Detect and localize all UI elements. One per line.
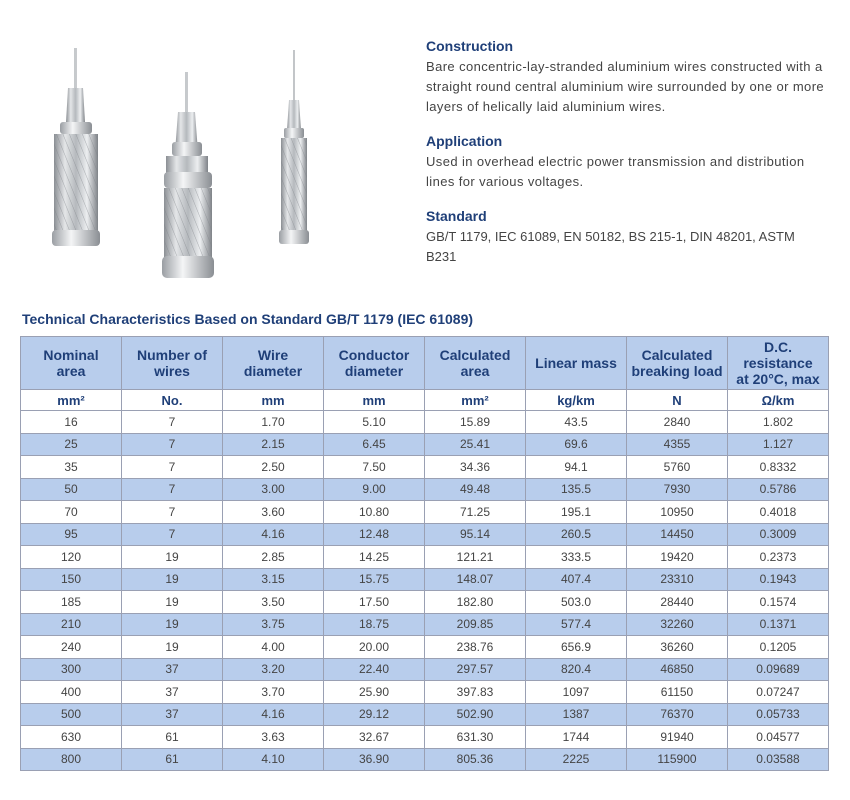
table-cell: 5.10 <box>324 411 425 434</box>
table-cell: 36.90 <box>324 748 425 771</box>
cable-samples-image <box>40 30 370 300</box>
table-cell: 95.14 <box>425 523 526 546</box>
table-cell: 3.00 <box>223 478 324 501</box>
table-cell: 9.00 <box>324 478 425 501</box>
table-body <box>21 411 829 771</box>
table-cell: 1744 <box>526 726 627 749</box>
column-header <box>324 337 425 390</box>
table-cell: 19 <box>122 636 223 659</box>
table-cell: 94.1 <box>526 456 627 479</box>
table-cell: 14450 <box>627 523 728 546</box>
table-cell: 61150 <box>627 681 728 704</box>
table-cell: 14.25 <box>324 546 425 569</box>
table-cell: 500 <box>21 703 122 726</box>
table-cell: 0.1371 <box>728 613 829 636</box>
table-cell: 0.1943 <box>728 568 829 591</box>
table-cell: 37 <box>122 703 223 726</box>
table-cell: 0.8332 <box>728 456 829 479</box>
table-cell: 195.1 <box>526 501 627 524</box>
table-cell: 2840 <box>627 411 728 434</box>
table-cell: 4.00 <box>223 636 324 659</box>
table-cell: 5760 <box>627 456 728 479</box>
table-cell: 0.04577 <box>728 726 829 749</box>
table-cell: 7.50 <box>324 456 425 479</box>
table-row <box>21 681 829 704</box>
table-cell: 49.48 <box>425 478 526 501</box>
table-cell: 71.25 <box>425 501 526 524</box>
table-row <box>21 703 829 726</box>
table-row <box>21 568 829 591</box>
table-cell: 15.75 <box>324 568 425 591</box>
table-cell: 19 <box>122 613 223 636</box>
table-cell: 43.5 <box>526 411 627 434</box>
column-header-line: Number of <box>137 347 207 363</box>
column-header <box>21 337 122 390</box>
table-cell: 3.20 <box>223 658 324 681</box>
table-cell: 7 <box>122 501 223 524</box>
table-cell: 1.127 <box>728 433 829 456</box>
table-units-row <box>21 390 829 411</box>
column-header <box>425 337 526 390</box>
column-header-line: at 20°C, max <box>736 371 820 387</box>
table-cell: 4.16 <box>223 703 324 726</box>
table-row <box>21 748 829 771</box>
table-cell: 70 <box>21 501 122 524</box>
column-header-line: diameter <box>344 363 404 379</box>
cable-middle <box>162 72 214 278</box>
table-cell: 7 <box>122 456 223 479</box>
table-cell: 3.63 <box>223 726 324 749</box>
table-cell: 6.45 <box>324 433 425 456</box>
table-cell: 800 <box>21 748 122 771</box>
table-cell: 210 <box>21 613 122 636</box>
column-header-line: Nominal <box>43 347 99 363</box>
table-cell: 630 <box>21 726 122 749</box>
column-header <box>728 337 829 390</box>
column-header-line: resistance <box>743 355 813 371</box>
table-cell: 0.09689 <box>728 658 829 681</box>
table-cell: 76370 <box>627 703 728 726</box>
table-cell: 148.07 <box>425 568 526 591</box>
table-cell: 32.67 <box>324 726 425 749</box>
table-cell: 820.4 <box>526 658 627 681</box>
table-cell: 10950 <box>627 501 728 524</box>
table-cell: 15.89 <box>425 411 526 434</box>
table-cell: 150 <box>21 568 122 591</box>
table-cell: 35 <box>21 456 122 479</box>
table-cell: 2.15 <box>223 433 324 456</box>
column-header-line: Linear mass <box>535 355 617 371</box>
table-cell: 95 <box>21 523 122 546</box>
table-cell: 7 <box>122 411 223 434</box>
table-cell: 209.85 <box>425 613 526 636</box>
column-header <box>122 337 223 390</box>
table-cell: 19 <box>122 568 223 591</box>
table-cell: 10.80 <box>324 501 425 524</box>
table-row <box>21 478 829 501</box>
table-cell: 397.83 <box>425 681 526 704</box>
table-cell: 4355 <box>627 433 728 456</box>
unit-cell: mm² <box>425 390 526 411</box>
construction-text: Bare concentric-lay-stranded aluminium wires constructed with a straight round central aluminium wire surrounded by one or more layers of helically laid aluminium wires. <box>426 59 825 114</box>
table-cell: 0.1205 <box>728 636 829 659</box>
table-cell: 656.9 <box>526 636 627 659</box>
table-row <box>21 636 829 659</box>
table-cell: 7 <box>122 478 223 501</box>
table-cell: 260.5 <box>526 523 627 546</box>
column-header-line: Conductor <box>338 347 410 363</box>
column-header-line: breaking load <box>631 363 723 379</box>
table-cell: 407.4 <box>526 568 627 591</box>
table-cell: 37 <box>122 658 223 681</box>
table-cell: 20.00 <box>324 636 425 659</box>
column-header <box>627 337 728 390</box>
table-row <box>21 456 829 479</box>
column-header <box>526 337 627 390</box>
table-cell: 69.6 <box>526 433 627 456</box>
table-cell: 2225 <box>526 748 627 771</box>
table-row <box>21 658 829 681</box>
table-cell: 50 <box>21 478 122 501</box>
table-cell: 2.50 <box>223 456 324 479</box>
table-row <box>21 501 829 524</box>
characteristics-table <box>20 336 829 771</box>
table-cell: 46850 <box>627 658 728 681</box>
table-cell: 37 <box>122 681 223 704</box>
table-cell: 22.40 <box>324 658 425 681</box>
table-cell: 0.2373 <box>728 546 829 569</box>
table-cell: 805.36 <box>425 748 526 771</box>
table-cell: 115900 <box>627 748 728 771</box>
table-cell: 19 <box>122 546 223 569</box>
table-cell: 19420 <box>627 546 728 569</box>
column-header-line: area <box>460 363 490 379</box>
column-header-line: diameter <box>243 363 303 379</box>
unit-cell: No. <box>122 390 223 411</box>
table-cell: 0.03588 <box>728 748 829 771</box>
unit-cell: kg/km <box>526 390 627 411</box>
table-cell: 19 <box>122 591 223 614</box>
column-header-line: D.C. <box>764 339 792 355</box>
table-cell: 17.50 <box>324 591 425 614</box>
table-cell: 3.75 <box>223 613 324 636</box>
table-cell: 333.5 <box>526 546 627 569</box>
unit-cell: mm <box>324 390 425 411</box>
table-cell: 3.50 <box>223 591 324 614</box>
table-cell: 3.70 <box>223 681 324 704</box>
cable-left <box>52 48 100 246</box>
table-row <box>21 591 829 614</box>
table-cell: 61 <box>122 748 223 771</box>
table-cell: 631.30 <box>425 726 526 749</box>
table-cell: 7 <box>122 523 223 546</box>
table-cell: 185 <box>21 591 122 614</box>
unit-cell: Ω/km <box>728 390 829 411</box>
table-cell: 0.07247 <box>728 681 829 704</box>
table-cell: 36260 <box>627 636 728 659</box>
table-cell: 7930 <box>627 478 728 501</box>
table-cell: 34.36 <box>425 456 526 479</box>
table-row <box>21 523 829 546</box>
table-cell: 121.21 <box>425 546 526 569</box>
table-cell: 0.05733 <box>728 703 829 726</box>
table-row <box>21 433 829 456</box>
table-row <box>21 726 829 749</box>
table-cell: 238.76 <box>425 636 526 659</box>
table-cell: 32260 <box>627 613 728 636</box>
table-row <box>21 411 829 434</box>
table-header-row <box>21 337 829 390</box>
table-cell: 3.15 <box>223 568 324 591</box>
table-cell: 1.70 <box>223 411 324 434</box>
column-header-line: area <box>56 363 86 379</box>
table-cell: 4.16 <box>223 523 324 546</box>
column-header-line: Wire <box>257 347 289 363</box>
cable-right <box>279 50 309 244</box>
table-cell: 135.5 <box>526 478 627 501</box>
column-header <box>223 337 324 390</box>
table-cell: 12.48 <box>324 523 425 546</box>
table-cell: 0.5786 <box>728 478 829 501</box>
table-row <box>21 613 829 636</box>
table-cell: 240 <box>21 636 122 659</box>
table-cell: 300 <box>21 658 122 681</box>
table-cell: 61 <box>122 726 223 749</box>
table-cell: 25.41 <box>425 433 526 456</box>
application-text: Used in overhead electric power transmission and distribution lines for various voltages. <box>426 154 805 189</box>
table-title: Technical Characteristics Based on Standard GB/T 1179 (IEC 61089) <box>22 311 474 327</box>
table-cell: 1097 <box>526 681 627 704</box>
column-header-line: wires <box>154 363 190 379</box>
table-cell: 503.0 <box>526 591 627 614</box>
table-cell: 28440 <box>627 591 728 614</box>
table-cell: 0.3009 <box>728 523 829 546</box>
table-row <box>21 546 829 569</box>
unit-cell: mm² <box>21 390 122 411</box>
table-cell: 502.90 <box>425 703 526 726</box>
column-header-line: Calculated <box>439 347 511 363</box>
standard-heading: Standard <box>426 208 487 224</box>
table-cell: 0.4018 <box>728 501 829 524</box>
table-cell: 3.60 <box>223 501 324 524</box>
table-cell: 182.80 <box>425 591 526 614</box>
application-heading: Application <box>426 133 503 149</box>
table-cell: 2.85 <box>223 546 324 569</box>
table-cell: 25.90 <box>324 681 425 704</box>
table-cell: 23310 <box>627 568 728 591</box>
table-cell: 29.12 <box>324 703 425 726</box>
table-cell: 577.4 <box>526 613 627 636</box>
unit-cell: N <box>627 390 728 411</box>
table-cell: 7 <box>122 433 223 456</box>
table-cell: 0.1574 <box>728 591 829 614</box>
table-cell: 4.10 <box>223 748 324 771</box>
table-cell: 16 <box>21 411 122 434</box>
standard-text: GB/T 1179, IEC 61089, EN 50182, BS 215-1, DIN 48201, ASTM B231 <box>426 229 795 264</box>
column-header-line: Calculated <box>641 347 713 363</box>
unit-cell: mm <box>223 390 324 411</box>
table-cell: 1387 <box>526 703 627 726</box>
construction-heading: Construction <box>426 38 514 54</box>
description-column <box>426 38 826 283</box>
table-cell: 400 <box>21 681 122 704</box>
table-cell: 120 <box>21 546 122 569</box>
table-cell: 297.57 <box>425 658 526 681</box>
table-cell: 1.802 <box>728 411 829 434</box>
table-cell: 25 <box>21 433 122 456</box>
table-cell: 91940 <box>627 726 728 749</box>
table-cell: 18.75 <box>324 613 425 636</box>
